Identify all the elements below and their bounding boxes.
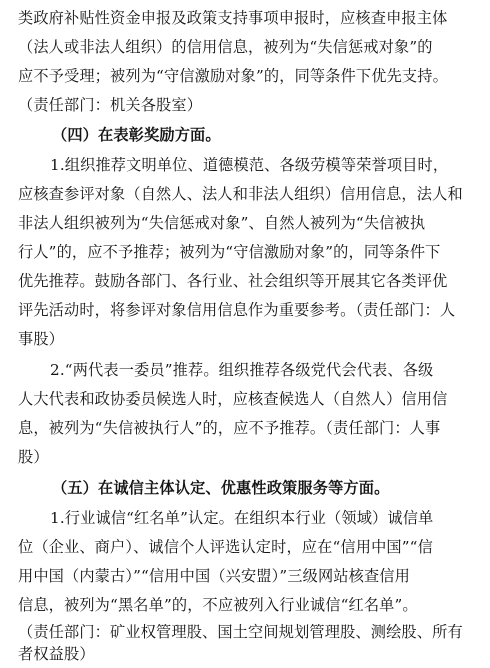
text-line: 位（企业、商户）、诚信个人评选认定时，应在“信用中国”“信 — [18, 538, 433, 556]
text-line: （责任部门：机关各股室） — [18, 96, 203, 114]
text-line: （法人或非法人组织）的信用信息，被列为“失信惩戒对象”的 — [18, 38, 433, 56]
text-line: 者权益股） — [18, 645, 95, 663]
text-line: 信息，被列为“黑名单”的，不应被列入行业诚信“红名单”。 — [18, 596, 418, 614]
text-line: 优先推荐。鼓励各部门、各行业、社会组织等开展其它各类评优 — [18, 272, 448, 290]
text-line: 应核查参评对象（自然人、法人和非法人组织）信用信息，法人和 — [18, 185, 463, 203]
text-line: 事股） — [18, 330, 65, 348]
section-heading-5: （五）在诚信主体认定、优惠性政策服务等方面。 — [52, 479, 390, 497]
text-line: 用中国（内蒙古）”“信用中国（兴安盟）”三级网站核查信用 — [18, 567, 410, 585]
text-line: 行人”的，应不予推荐；被列为“守信激励对象”的，同等条件下 — [18, 243, 441, 261]
text-line: 息，被列为“失信被执行人”的，应不予推荐。（责任部门：人事 — [18, 419, 441, 437]
text-line: 非法人组织被列为“失信惩戒对象”、自然人被列为“失信被执 — [18, 214, 426, 232]
text-line: 评先活动时，将参评对象信用信息作为重要参考。（责任部门：人 — [18, 301, 456, 319]
text-line: 类政府补贴性资金申报及政策支持事项申报时，应核查申报主体 — [18, 9, 448, 27]
text-line: 人大代表和政协委员候选人时，应核查候选人（自然人）信用信 — [18, 390, 448, 408]
paragraph-first-line: 2.“两代表一委员”推荐。组织推荐各级党代会代表、各级 — [50, 361, 434, 379]
paragraph-first-line: 1.行业诚信“红名单”认定。在组织本行业（领域）诚信单 — [50, 509, 434, 527]
text-line: 股） — [18, 448, 49, 466]
paragraph-first-line: 1.组织推荐文明单位、道德模范、各级劳模等荣誉项目时， — [50, 156, 449, 174]
section-heading-4: （四）在表彰奖励方面。 — [52, 126, 221, 144]
text-line: （责任部门：矿业权管理股、国土空间规划管理股、测绘股、所有 — [18, 623, 463, 641]
text-line: 应不予受理；被列为“守信激励对象”的，同等条件下优先支持。 — [18, 67, 448, 85]
